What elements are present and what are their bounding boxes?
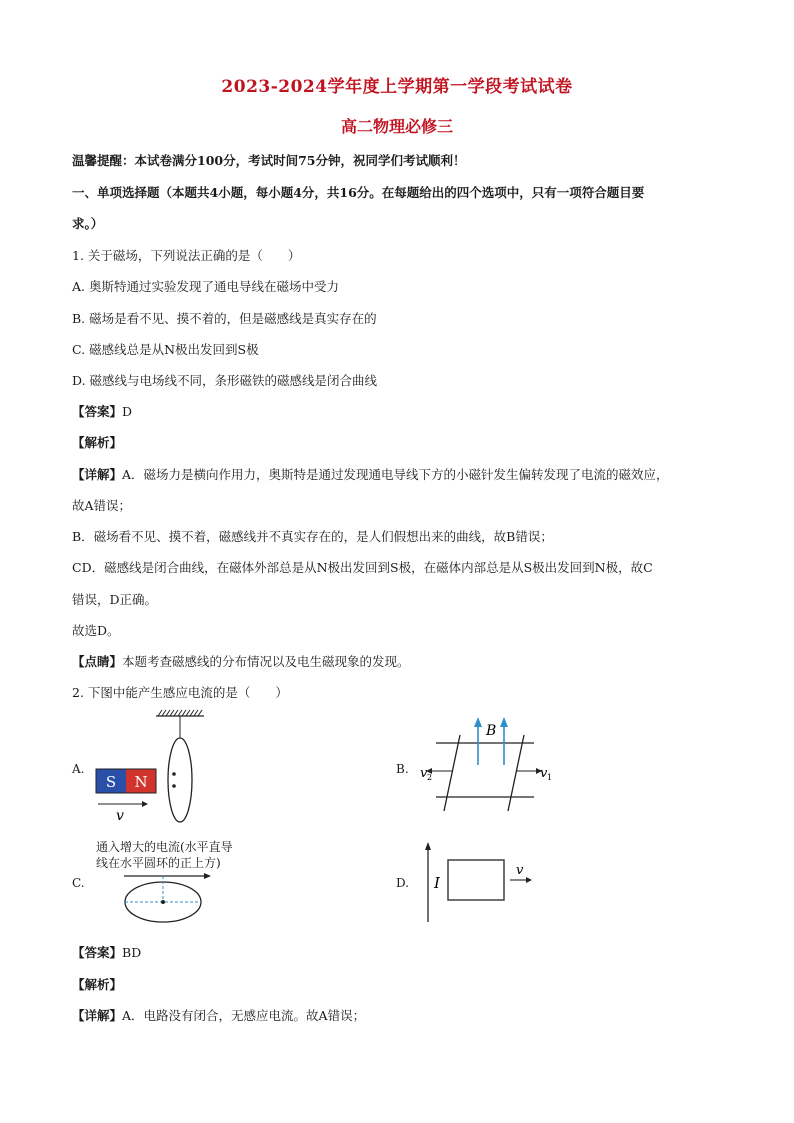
q2-fig-b-label: B. — [396, 762, 409, 776]
q2-fig-a-diagram — [92, 708, 212, 828]
q2-fig-c-caption-line2: 线在水平圆环的正上方) — [96, 856, 221, 870]
velocity-arrowhead — [142, 801, 148, 807]
field-arrow-2 — [500, 717, 508, 765]
q2-answer-value: BD — [122, 945, 142, 960]
v2-subscript: 2 — [427, 773, 433, 782]
q1-detail-line6: 故选D。 — [72, 623, 120, 638]
wire-current-arrowhead — [204, 873, 211, 879]
q2-fig-a-label: A. — [72, 762, 85, 776]
q1-detail-line4: CD．磁感线是闭合曲线，在磁体外部总是从N极出发回到S极，在磁体内部总是从S极出发回到N极，故C — [72, 560, 653, 575]
ceiling-hatch — [156, 710, 204, 716]
section-heading-line1: 一、单项选择题（本题共4小题，每小题4分，共16分。在每题给出的四个选项中，只有一项符合题目要 — [72, 185, 645, 200]
q1-detail-line1 — [72, 465, 669, 483]
q1-detail-line2: 故A错误； — [72, 498, 132, 513]
q2-fig-b-diagram — [416, 715, 556, 815]
q1-answer — [72, 402, 132, 420]
coil-ring — [168, 738, 192, 822]
q1-stem: 1. 关于磁场，下列说法正确的是（ ） — [72, 248, 301, 263]
q2-answer-label: 【答案】 — [72, 945, 123, 960]
ring-center-dot — [161, 900, 165, 904]
q1-answer-value: D — [122, 404, 133, 419]
q2-stem: 2. 下图中能产生感应电流的是（ ） — [72, 685, 288, 700]
current-label: I — [434, 874, 440, 892]
loop-velocity-label: v — [516, 863, 524, 878]
q2-fig-c-caption-line1: 通入增大的电流(水平直导 — [96, 840, 233, 854]
rod-right — [508, 735, 524, 811]
exam-subtitle: 高二物理必修三 — [340, 117, 453, 136]
current-arrowhead — [425, 842, 431, 850]
v1-label: v — [540, 766, 548, 781]
v2-label: v — [420, 766, 428, 781]
section-heading-line2: 求。） — [72, 216, 104, 231]
notice: 温馨提醒：本试卷满分100分，考试时间75分钟，祝同学们考试顺利！ — [72, 153, 466, 168]
q1-answer-label: 【答案】 — [72, 404, 123, 419]
q2-fig-d-diagram — [416, 838, 546, 926]
coil-terminal-lower — [172, 784, 176, 788]
q1-comment-label: 【点睛】 — [72, 654, 123, 669]
q1-option-c: C. 磁感线总是从N极出发回到S极 — [72, 342, 259, 357]
magnet-n-letter: N — [134, 773, 148, 791]
q2-detail-label: 【详解】 — [72, 1008, 123, 1023]
q2-detail — [72, 1006, 365, 1024]
q1-comment — [72, 652, 410, 670]
q1-detail-line5: 错误，D正确。 — [72, 592, 158, 607]
rod-left — [444, 735, 460, 811]
q1-comment-text: 本题考查磁感线的分布情况以及电生磁现象的发现。 — [122, 654, 410, 669]
q1-detail-text1: A．磁场力是横向作用力，奥斯特是通过发现通电导线下方的小磁针发生偏转发现了电流的磁效应， — [122, 467, 669, 482]
q2-analysis-label: 【解析】 — [72, 977, 123, 992]
q1-analysis-label: 【解析】 — [72, 435, 123, 450]
q1-option-d: D. 磁感线与电场线不同，条形磁铁的磁感线是闭合曲线 — [72, 373, 378, 388]
rectangular-loop — [448, 860, 504, 900]
q1-detail-label: 【详解】 — [72, 467, 123, 482]
v1-subscript: 1 — [547, 773, 553, 782]
field-arrow-1 — [474, 717, 482, 765]
exam-title: 2023-2024学年度上学期第一学段考试试卷 — [221, 77, 573, 97]
coil-terminal-upper — [172, 772, 176, 776]
q1-detail-line3: B．磁场看不见、摸不着，磁感线并不真实存在的，是人们假想出来的曲线，故B错误； — [72, 529, 553, 544]
q2-fig-c-label: C. — [72, 876, 85, 890]
q2-fig-c-diagram — [118, 868, 218, 928]
q1-option-a: A. 奥斯特通过实验发现了通电导线在磁场中受力 — [72, 279, 339, 294]
magnet-s-letter: S — [105, 773, 117, 791]
q2-detail-text: A．电路没有闭合，无感应电流。故A错误； — [122, 1008, 366, 1023]
q1-option-b: B. 磁场是看不见、摸不着的，但是磁感线是真实存在的 — [72, 311, 377, 326]
q2-answer — [72, 943, 141, 961]
loop-velocity-arrowhead — [526, 877, 532, 883]
velocity-label: v — [116, 808, 124, 824]
field-label: B — [486, 723, 497, 739]
q2-fig-d-label: D. — [396, 876, 410, 890]
